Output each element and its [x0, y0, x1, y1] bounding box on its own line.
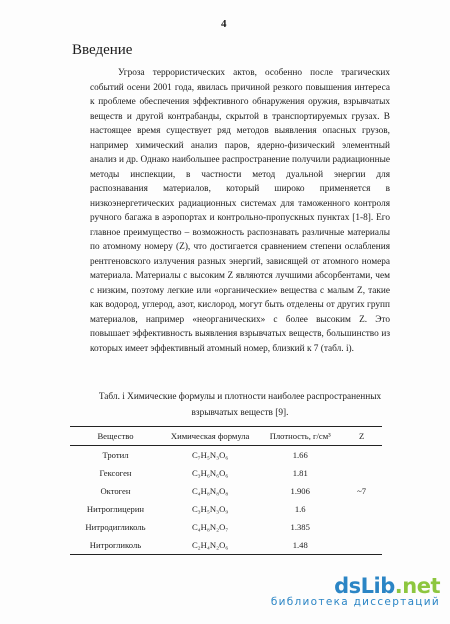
- logo-main-text: dsLib: [334, 574, 395, 598]
- cell-density: 1.6: [294, 504, 306, 514]
- explosives-table: [70, 426, 382, 555]
- page-number: 4: [221, 18, 227, 30]
- cell-z: [341, 464, 382, 482]
- dslib-logo: [258, 574, 440, 598]
- table-row: [70, 482, 382, 500]
- cell-formula: C₃H₆N₆O₆: [191, 468, 229, 478]
- cell-density: 1.81: [292, 468, 308, 478]
- section-heading: Введение: [72, 42, 133, 58]
- cell-formula: C₃H₅N₃O₉: [191, 504, 229, 514]
- cell-density: 1.66: [292, 450, 308, 460]
- cell-substance: Октоген: [100, 486, 131, 496]
- watermark-subtitle: библиотека диссертаций: [270, 596, 440, 608]
- header-z: Z: [341, 427, 382, 446]
- cell-density: 1.906: [290, 486, 310, 496]
- cell-formula: C₄H₈N₈O₈: [191, 486, 229, 496]
- cell-formula: C₂H₄N₂O₆: [161, 536, 259, 555]
- cell-z: ~7: [357, 486, 367, 496]
- cell-density: 1.48: [259, 536, 341, 555]
- table-row: [70, 446, 382, 465]
- table-row: [70, 536, 382, 555]
- cell-z: [341, 446, 382, 465]
- table-row: [70, 500, 382, 518]
- cell-substance: Тротил: [102, 450, 129, 460]
- cell-z: [341, 500, 382, 518]
- cell-substance: Гексоген: [99, 468, 132, 478]
- dslib-watermark[interactable]: [258, 574, 440, 608]
- cell-z: [341, 518, 382, 536]
- cell-substance: Нитродигликоль: [85, 522, 146, 532]
- body-paragraph: Угроза террористических актов, особенно после трагических событий осени 2001 года, явилась причиной резкого повышения интереса к проблеме обеспечения эффективного обнаружения оружия, взрывчатых веществ и другой контрабанды, скрытой в транспортируемых грузах. В настоящее время существует ряд методов выявления опасных грузов, например химический анализ паров, ядерно-физический элементный анализ и др. Однако наибольшее распространение получили радиационные методы инспекции, в частности метод дуальной энергии для распознавания материалов, который широко применяется в низкоэнергетических радиационных системах для таможенного контроля ручного багажа в аэропортах и контрольно-пропускных пунктах [1-8]. Его главное преимущество – возможность распознавать различные материалы по атомному номеру (Z), что достигается сравнением степени ослабления рентгеновского излучения разных энергий, зависящей от атомного номера материала. Материалы с высоким Z являются лучшими абсорбентами, чем с низким, поэтому легкие или «органические» вещества с малым Z, такие как водород, углерод, азот, кислород, могут быть отделены от других групп материалов, например «неорганических» с более высоким Z. Это повышает эффективность выявления взрывчатых веществ, большинство из которых имеет эффективный атомный номер, близкий к 7 (табл. i).: [90, 68, 390, 354]
- header-density: Плотность, г/см³: [259, 427, 341, 446]
- header-formula: Химическая формула: [161, 427, 259, 446]
- header-substance: Вещество: [70, 427, 161, 446]
- cell-substance: Нитроглицерин: [86, 504, 145, 514]
- logo-tld-text: .net: [394, 574, 440, 598]
- table-row: [70, 518, 382, 536]
- table-header-row: [70, 427, 382, 446]
- cell-z: [341, 536, 382, 555]
- cell-substance: Нитрогликоль: [70, 536, 161, 555]
- cell-formula: C₄H₈N₂O₇: [191, 522, 229, 532]
- cell-density: 1.385: [290, 522, 310, 532]
- table-caption: Табл. i Химические формулы и плотности наиболее распространенных взрывчатых веществ [9].: [98, 392, 382, 418]
- table-row: [70, 464, 382, 482]
- cell-formula: C₇H₅N₃O₆: [191, 450, 229, 460]
